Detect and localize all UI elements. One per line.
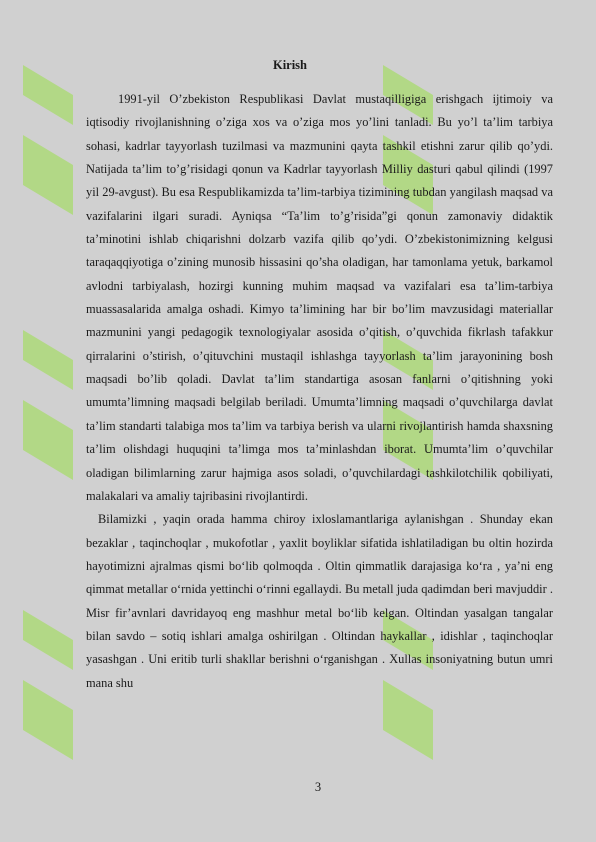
watermark-left-top-logo [18,55,78,225]
page-title: Kirish [272,58,308,72]
page-number: 3 [314,780,322,794]
paragraph-2: Bilamizki , yaqin orada hamma chiroy ixloslamantlariga aylanishgan . Shunday ekan bezaklar , taqinchoqlar , mukofotlar , yaxlit boyliklar sifatida ishlatiladigan bu oltin hozirda hayotimizni ajralmas qismi bo‘lib qolmoqda . Oltin qimmatlik darajasiga ko‘ra , ya’ni eng qimmat metallar o‘rnida yettinchi o‘rinni egallaydi. Bu metall juda qadimdan beri mavjuddir . Misr fir’avnlari davridayoq eng mashhur metal bo‘lib kelgan. Oltindan yasalgan tangalar bilan savdo – sotiq ishlari amalga oshirilgan . Oltindan haykallar , idishlar , taqinchoqlar yasashgan . Uni eritib turli shakllar berishni o‘rganishgan . Xullas insoniyatning butun umri mana shu [86,512,553,690]
watermark-left-mid-logo [18,320,78,490]
paragraph-1: 1991-yil O’zbekiston Respublikasi Davlat mustaqilligiga erishgach ijtimoiy va iqtisodiy rivojlanishning o’ziga xos va o’ziga mos yo’lini tanladi. Bu yo’l ta’lim tarbiya sohasi, kadrlar tayyorlash tuzilmasi va mazmunini qayta tashkil etishni zarur qilib qo’ydi. Natijada ta’lim to’g’risidagi qonun va Kadrlar tayyorlash Milliy dasturi qabul qilindi (1997 yil 29-avgust). Bu esa Respublikamizda ta’lim-tarbiya tizimining tubdan yangilash maqsad va vazifalarini ilgari suradi. Ayniqsa “Ta’lim to’g’risida”gi qonun zamonaviy didaktik ta’minotini ishlab chiqarishni dolzarb vazifa qilib qo’ydi. O’zbekistonimizning kelgusi taraqaqqiyotiga o’zining munosib hissasini qo’sha oladigan, har tamonlama yetuk, barkamol avlodni tarbiyalash, hozirgi kunning muhim maqsad va vazifalari esa ta’lim-tarbiya muassasalarida amalga oshadi. Kimyo ta’limining har bir bo’lim mavzusidagi materiallar mazmunini yangi pedagogik texnologiyalar asosida o’qitish, o’quvchida fikrlash tafakkur qirralarini o’stirish, o’qituvchini mustaqil ishlashga tayyorlash ta’lim jarayonining bosh maqsadi bo’lib qoladi. Davlat ta’lim standartiga asosan fanlarni o’qitishning yoki umumta’limning maqsadi belgilab beriladi. Umumta’limning maqsadi o’quvchilarga davlat ta’lim standarti talabiga mos ta’lim va tarbiya berish va ularni rivojlantirish hamda shaxsning ta’lim olishdagi huquqini ta’limga mos ta’minlashdan iborat. Umumta’lim o’quvchilar oladigan bilimlarning zarur hajmiga asos soladi, o’quvchilardagi tashkilotchilik qobiliyati, malakalari va amaliy tajribasini rivojlantirdi. [86,92,553,503]
watermark-left-bottom-logo [18,600,78,770]
document-body [86,88,553,695]
